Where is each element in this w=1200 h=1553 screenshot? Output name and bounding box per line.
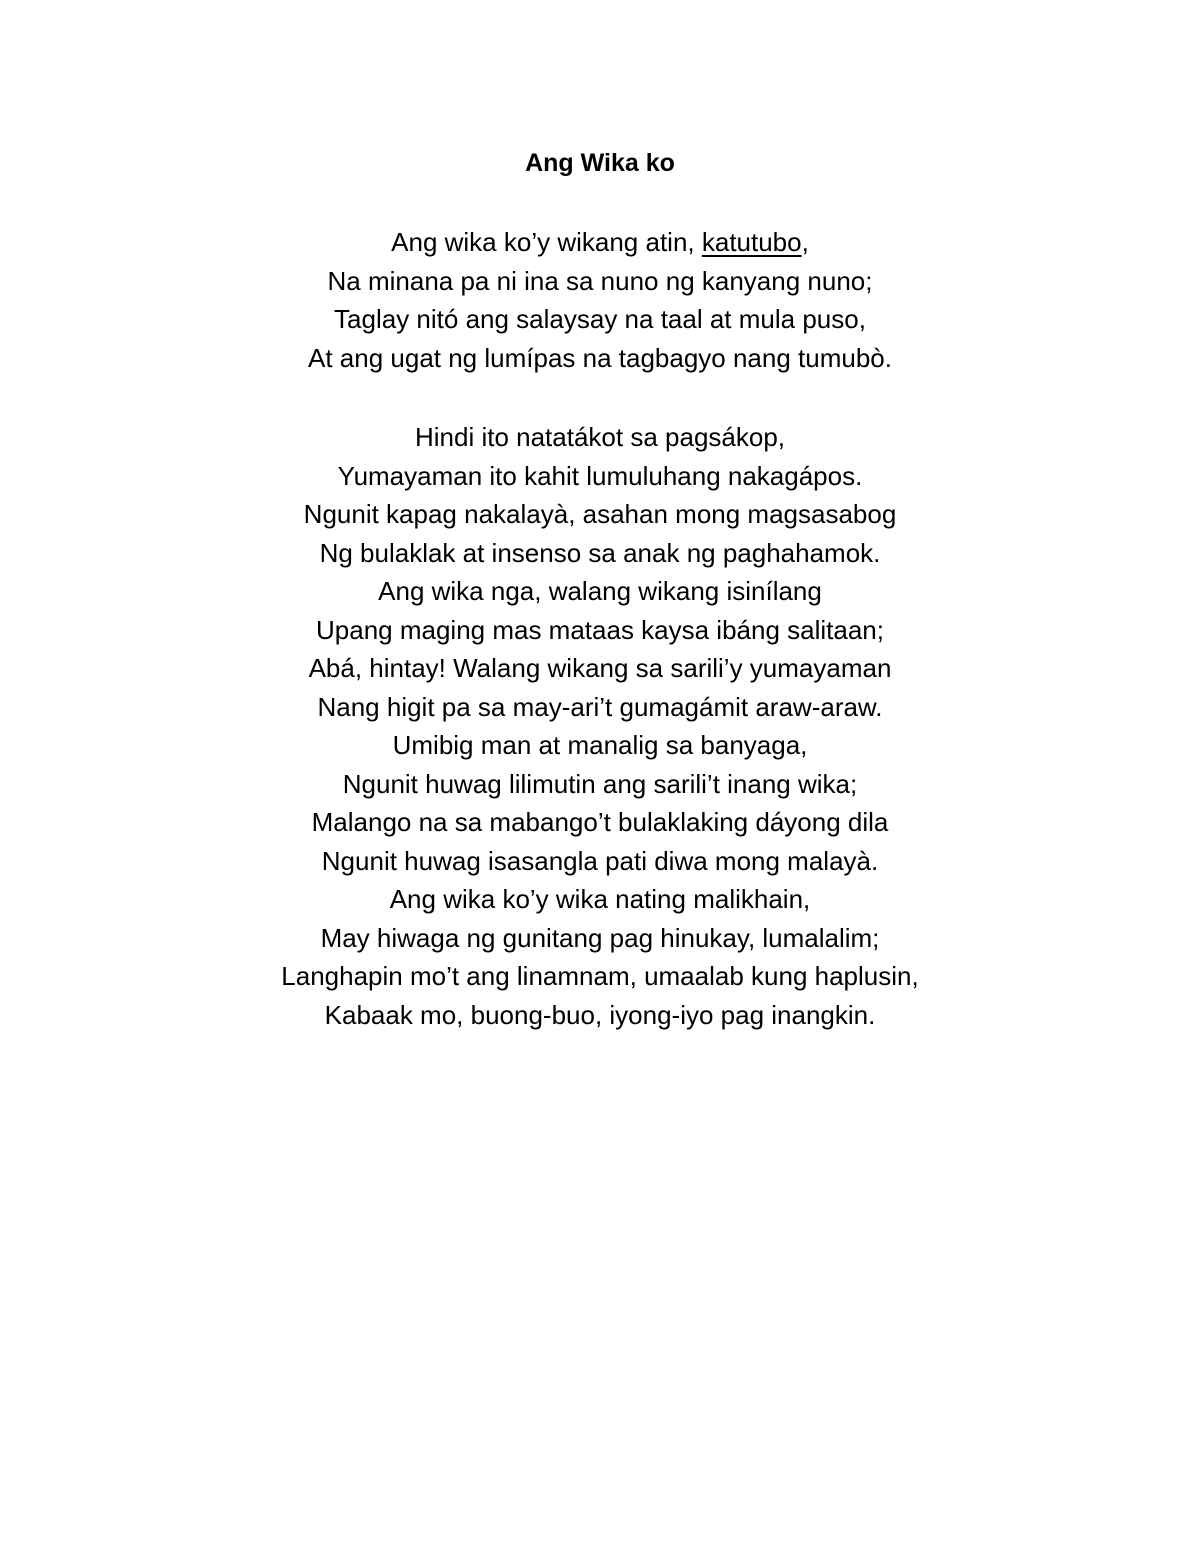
poem-line: Ng bulaklak at insenso sa anak ng paghahamok.	[319, 537, 881, 568]
poem-line: Langhapin mo’t ang linamnam, umaalab kung haplusin,	[281, 961, 919, 991]
poem-line: Abá, hintay! Walang wikang sa sarili’y yumayaman	[308, 653, 892, 683]
poem-line: Hindi ito natatákot sa pagsákop,	[414, 422, 786, 452]
poem-line	[0, 223, 1200, 262]
poem-title: Ang Wika ko	[525, 149, 675, 177]
poem-line: Ngunit huwag lilimutin ang sarili’t inang wika;	[342, 768, 858, 799]
poem-line: Nang higit pa sa may-ari’t gumagámit araw-araw.	[317, 691, 883, 722]
poem-line: Ang wika nga, walang wikang isinílang	[378, 576, 822, 606]
poem-line: Na minana pa ni ina sa nuno ng kanyang nuno;	[327, 265, 873, 296]
poem-line: Ang wika ko’y wika nating malikhain,	[389, 884, 811, 914]
poem-line: Ngunit huwag isasangla pati diwa mong malayà.	[321, 845, 879, 876]
stanza-1	[0, 223, 1200, 377]
poem-line: Ngunit kapag nakalayà, asahan mong magsasabog	[303, 499, 897, 529]
poem-line: May hiwaga ng gunitang pag hinukay, lumalalim;	[320, 922, 880, 953]
poem-line: Malango na sa mabango’t bulaklaking dáyong dila	[311, 807, 889, 837]
poem-line: Upang maging mas mataas kaysa ibáng salitaan;	[316, 614, 884, 645]
poem-line: Kabaak mo, buong-buo, iyong-iyo pag inangkin.	[324, 999, 876, 1030]
line-text: ,	[801, 227, 809, 257]
line-text: Ang wika ko’y wikang atin,	[391, 227, 702, 257]
poem-line: Taglay nitó ang salaysay na taal at mula puso,	[334, 304, 866, 334]
poem-line: At ang ugat ng lumípas na tagbagyo nang tumubò.	[308, 342, 892, 373]
stanza-2	[0, 418, 1200, 1034]
poem-line: Yumayaman ito kahit lumuluhang nakagápos.	[337, 460, 863, 491]
underlined-word: katutubo	[701, 227, 802, 257]
poem-line: Umibig man at manalig sa banyaga,	[392, 730, 808, 760]
